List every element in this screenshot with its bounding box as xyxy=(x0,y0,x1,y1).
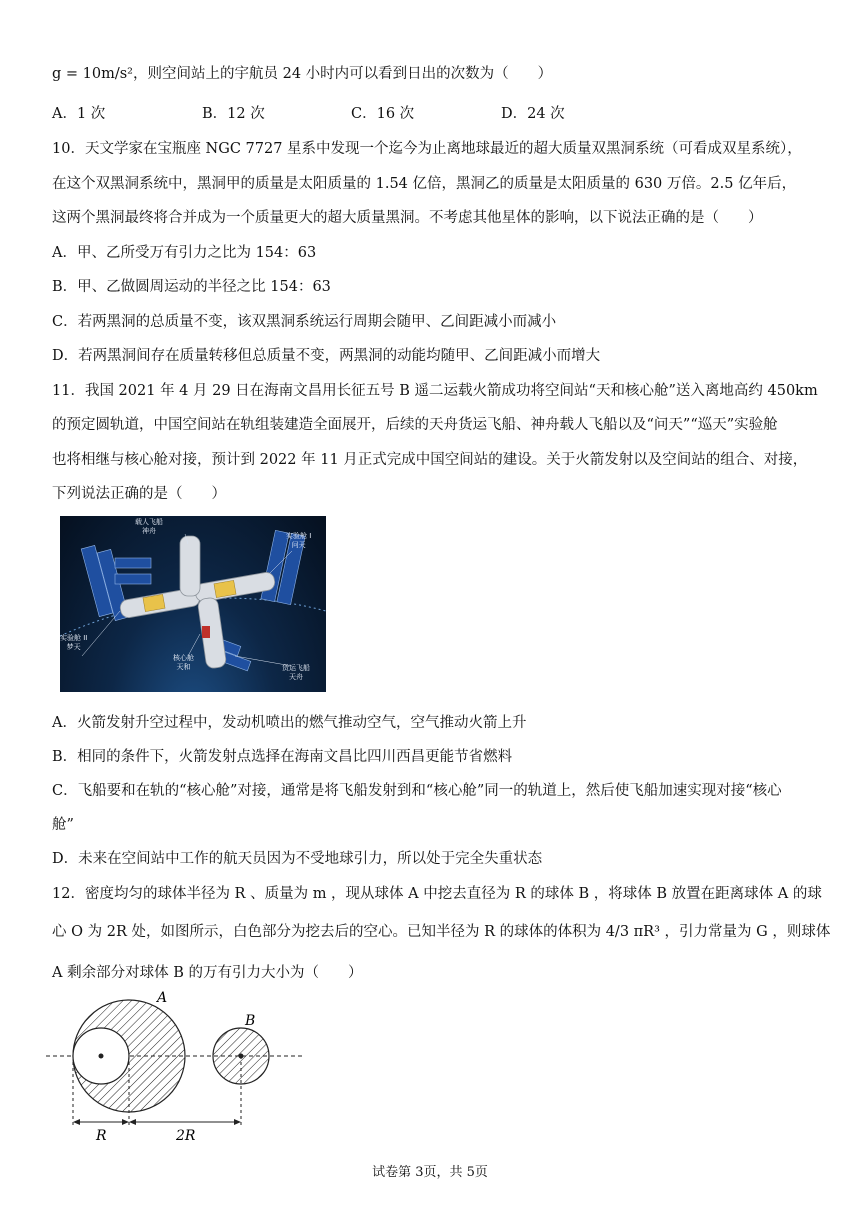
q11-stem-line-4: 下列说法正确的是（ ） xyxy=(52,486,226,502)
label-lab-1 xyxy=(286,532,311,550)
label-2r: 2R xyxy=(176,1128,196,1140)
page-footer: 试卷第 3页，共 5页 xyxy=(372,1165,488,1180)
q9-continuation: g = 10m/s²，则空间站上的宇航员 24 小时内可以看到日出的次数为（ ） xyxy=(52,66,553,82)
label-core-module xyxy=(173,654,194,672)
label-cargo-ship-text: 货运飞船 天舟 xyxy=(282,664,310,681)
q10-option-a: A．甲、乙所受万有引力之比为 154：63 xyxy=(52,245,317,261)
q11-option-d: D．未来在空间站中工作的航天员因为不受地球引力，所以处于完全失重状态 xyxy=(52,851,543,867)
q9-option-d: D．24 次 xyxy=(501,106,565,122)
q10-option-d: D．若两黑洞间存在质量转移但总质量不变，两黑洞的动能均随甲、乙间距减小而增大 xyxy=(52,348,601,364)
q10-stem-line-1: 10．天文学家在宝瓶座 NGC 7727 星系中发现一个迄今为止离地球最近的超大质量双黑洞系统（可看成双星系统）， xyxy=(52,141,802,157)
q11-stem-line-3: 也将相继与核心舱对接，预计到 2022 年 11 月正式完成中国空间站的建设。关于火箭发射以及空间站的组合、对接， xyxy=(52,452,808,468)
label-a: A xyxy=(157,990,168,1006)
label-r: R xyxy=(96,1128,107,1140)
q10-stem-line-3: 这两个黑洞最终将合并成为一个质量更大的超大质量黑洞。不考虑其他星体的影响，以下说法正确的是（ ） xyxy=(52,210,763,226)
q11-stem-line-2: 的预定圆轨道，中国空间站在轨组装建造全面展开，后续的天舟货运飞船、神舟载人飞船以及“问天”“巡天”实验舱 xyxy=(52,417,778,433)
q12-stem-line-3: A 剩余部分对球体 B 的万有引力大小为（ ） xyxy=(52,965,363,981)
q9-option-a: A．1 次 xyxy=(52,106,106,122)
label-lab-1-text: 实验舱 I 问天 xyxy=(286,532,312,549)
space-station-image xyxy=(60,516,326,692)
q11-option-c: C．飞船要和在轨的“核心舱”对接，通常是将飞船发射到和“核心舱”同一的轨道上，然后使飞船加速实现对接“核心 xyxy=(52,783,782,799)
label-b: B xyxy=(245,1013,256,1029)
q12-stem-line-1: 12．密度均匀的球体半径为 R 、质量为 m ，现从球体 A 中挖去直径为 R 的球体 B ，将球体 B 放置在距离球体 A 的球 xyxy=(52,886,822,902)
q11-option-a: A．火箭发射升空过程中，发动机喷出的燃气推动空气，空气推动火箭上升 xyxy=(52,715,527,731)
q9-option-c: C．16 次 xyxy=(351,106,415,122)
q10-option-c: C．若两黑洞的总质量不变，该双黑洞系统运行周期会随甲、乙间距减小而减小 xyxy=(52,314,557,330)
q10-stem-line-2: 在这个双黑洞系统中，黑洞甲的质量是太阳质量的 1.54 亿倍，黑洞乙的质量是太阳质量的 630 万倍。2.5 亿年后， xyxy=(52,176,797,192)
sphere-diagram xyxy=(40,990,310,1140)
label-crew-ship-text: 载人飞船 神舟 xyxy=(135,518,163,535)
q11-option-c-cont: 舱” xyxy=(52,817,74,833)
q10-option-b: B．甲、乙做圆周运动的半径之比 154：63 xyxy=(52,279,331,295)
label-core-module-text: 核心舱 天和 xyxy=(173,654,194,671)
label-lab-2-text: 实验舱 II 梦天 xyxy=(60,634,88,651)
label-lab-2 xyxy=(60,634,87,652)
q12-stem-line-2: 心 O 为 2R 处，如图所示，白色部分为挖去后的空心。已知半径为 R 的球体的体积为 4/3 πR³ ，引力常量为 G ，则球体 xyxy=(52,924,831,940)
q11-option-b: B．相同的条件下，火箭发射点选择在海南文昌比四川西昌更能节省燃料 xyxy=(52,749,513,765)
label-crew-ship xyxy=(135,518,163,536)
label-cargo-ship xyxy=(282,664,310,682)
q11-stem-line-1: 11．我国 2021 年 4 月 29 日在海南文昌用长征五号 B 遥二运载火箭成功将空间站“天和核心舱”送入离地高约 450km xyxy=(52,383,818,399)
q9-option-b: B．12 次 xyxy=(202,106,265,122)
